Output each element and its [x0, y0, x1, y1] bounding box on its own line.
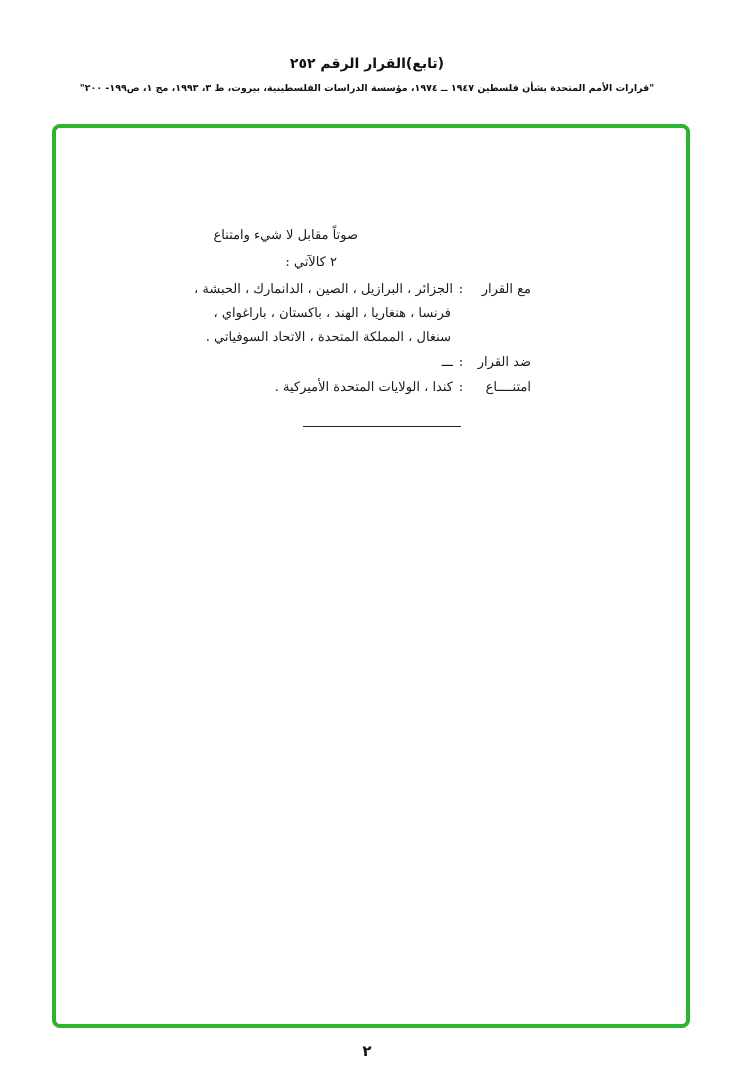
source-citation: "قرارات الأمم المتحدة بشأن فلسطين ١٩٤٧ ــ ١٩٧٤، مؤسسة الدراسات الفلسطينية، بيروت، ط ٣، ١٩٩٣، مج ١، ص١٩٩- ٢٠٠" — [79, 83, 655, 94]
document-frame — [52, 124, 690, 1028]
section-divider — [303, 426, 461, 427]
vote-for-line-2: فرنسا ، هنغاريا ، الهند ، باكستان ، باراغواي ، — [213, 306, 451, 321]
vote-for-line-1: الجزائر ، البرازيل ، الصين ، الدانمارك ، الحبشة ، — [194, 282, 453, 297]
vote-detail-intro: ٢ كالآتي : — [285, 255, 337, 270]
vote-row-abstain — [171, 380, 531, 395]
vote-abstain-colon: : — [458, 380, 464, 395]
vote-abstain-label: امتنــــاع — [485, 380, 531, 395]
vote-against-label: ضد القرار — [477, 355, 531, 370]
page-title: (تابع)القرار الرقم ٢٥٢ — [289, 56, 445, 72]
vote-abstain-value: كندا ، الولايات المتحدة الأميركية . — [274, 380, 453, 395]
vote-row-for — [171, 282, 531, 297]
vote-for-label: مع القرار — [481, 282, 531, 297]
page-number: ٢ — [362, 1042, 372, 1060]
vote-for-line-3: سنغال ، المملكة المتحدة ، الاتحاد السوفياتي . — [205, 330, 451, 345]
vote-row-against — [171, 355, 531, 370]
vote-against-colon: : — [458, 355, 464, 370]
vote-summary: صوتاً مقابل لا شيء وامتناع — [213, 228, 358, 243]
vote-against-value: ـــ — [441, 355, 453, 370]
vote-for-colon: : — [458, 282, 464, 297]
